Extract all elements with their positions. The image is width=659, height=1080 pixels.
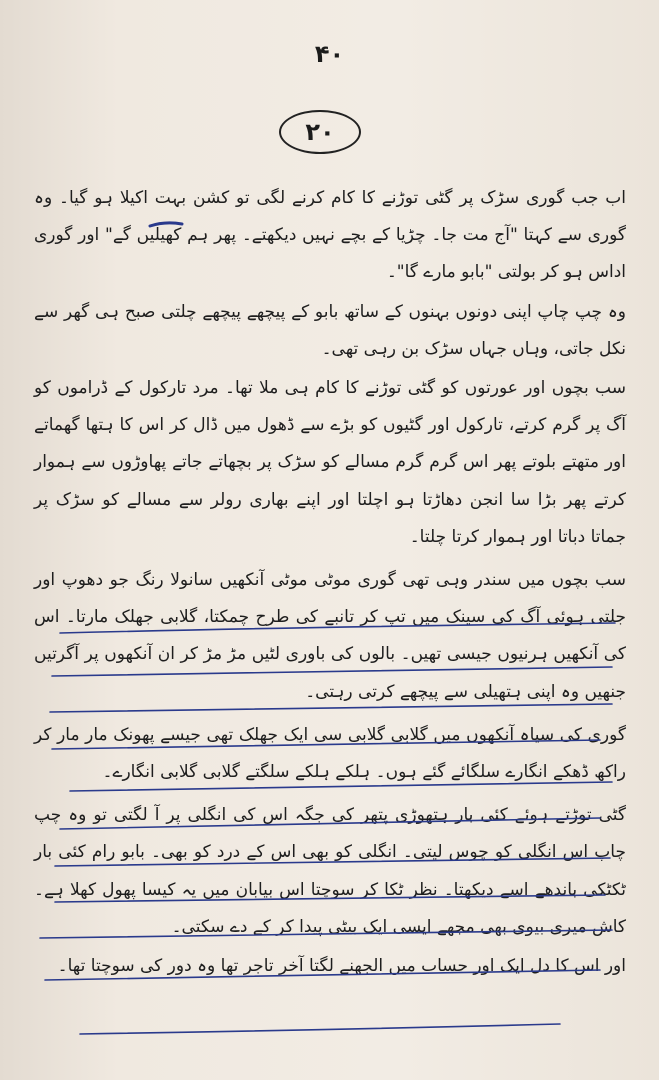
paragraph-4: سب بچوں میں سندر وہی تھی گوری موٹی موٹی آنکھیں سانولا رنگ جو دھوپ اور جلتی ہوئی آگ کی سینک میں تپ کر تانبے کی طرح چمکتا، گلابی جھلک مارتا۔ اس کی آنکھیں ہرنیوں جیسی تھیں۔ بالوں کی باوری لٹیں مڑ مڑ کر ان آنکھوں پر آگرتیں جنھیں وہ اپنی ہتھیلی سے پیچھے کرتی رہتی۔ <box>34 570 626 702</box>
paragraph-5: گوری کی سیاہ آنکھوں میں گلابی گلابی سی ایک جھلک تھی جیسے پھونک مار مار کر راکھ ڈھکے انگارے سلگائے گئے ہوں۔ ہلکے ہلکے سلگتے گلابی گلابی انگارے۔ <box>34 724 626 783</box>
chapter-number-badge <box>279 110 361 154</box>
paragraph-3: سب بچوں اور عورتوں کو گٹی توڑنے کا کام ہی ملا تھا۔ مرد تارکول کے ڈراموں کو آگ پر گرم کرتے، تارکول اور گٹیوں کو بڑے سے ڈھول میں ڈال کر اس کا ہتھا گھماتے اور متھتے بلوتے پھر اس گرم گرم مسالے کو سڑک پر بچھاتے جاتے پھاوڑوں سے ہموار کرتے پھر بڑا سا انجن دھاڑتا ہو اچلتا اور اپنے بھاری رولر سے مسالے کو سڑک پر جماتا دباتا اور ہموار کرتا چلتا۔ <box>34 378 626 547</box>
pen-underline <box>80 1024 560 1034</box>
body-text <box>34 180 626 985</box>
paragraph-2: وہ چپ چاپ اپنی دونوں بہنوں کے ساتھ بابو کے پیچھے پیچھے چلتی صبح ہی گھر سے نکل جاتی، وہاں جہاں سڑک بن رہی تھی۔ <box>34 301 626 359</box>
page-number: ۴۰ <box>314 40 345 68</box>
chapter-number: ۲۰ <box>305 118 335 146</box>
paragraph-6: گٹی توڑتے ہوئے کئی بار ہتھوڑی پتھر کی جگہ اس کی انگلی پر آ لگتی تو وہ چپ چاپ اس انگلی کو چوس لیتی۔ انگلی کو بھی اس کے درد کو بھی۔ بابو رام کئی بار ٹکٹکی باندھے اسے دیکھتا۔ نظر ٹکا کر سوچتا اس بیابان میں یہ کیسا پھول کھلا ہے۔ کاش میری بیوی بھی مجھے ایسی ایک بیٹی پیدا کر کے دے سکتی۔ <box>34 805 626 937</box>
paragraph-1: اب جب گوری سڑک پر گٹی توڑنے کا کام کرنے لگی تو کشن بہت اکیلا ہو گیا۔ وہ گوری سے کہتا "آج مت جا۔ چڑیا کے بچے نہیں دیکھتے۔ پھر ہم کھیلیں گے" اور گوری اداس ہو کر بولتی "بابو مارے گا"۔ <box>34 188 626 283</box>
paragraph-7: اور اس کا دل ایک اور حساب میں الجھنے لگتا آخر تاجر تھا وہ دور کی سوچتا تھا۔ <box>57 956 626 977</box>
